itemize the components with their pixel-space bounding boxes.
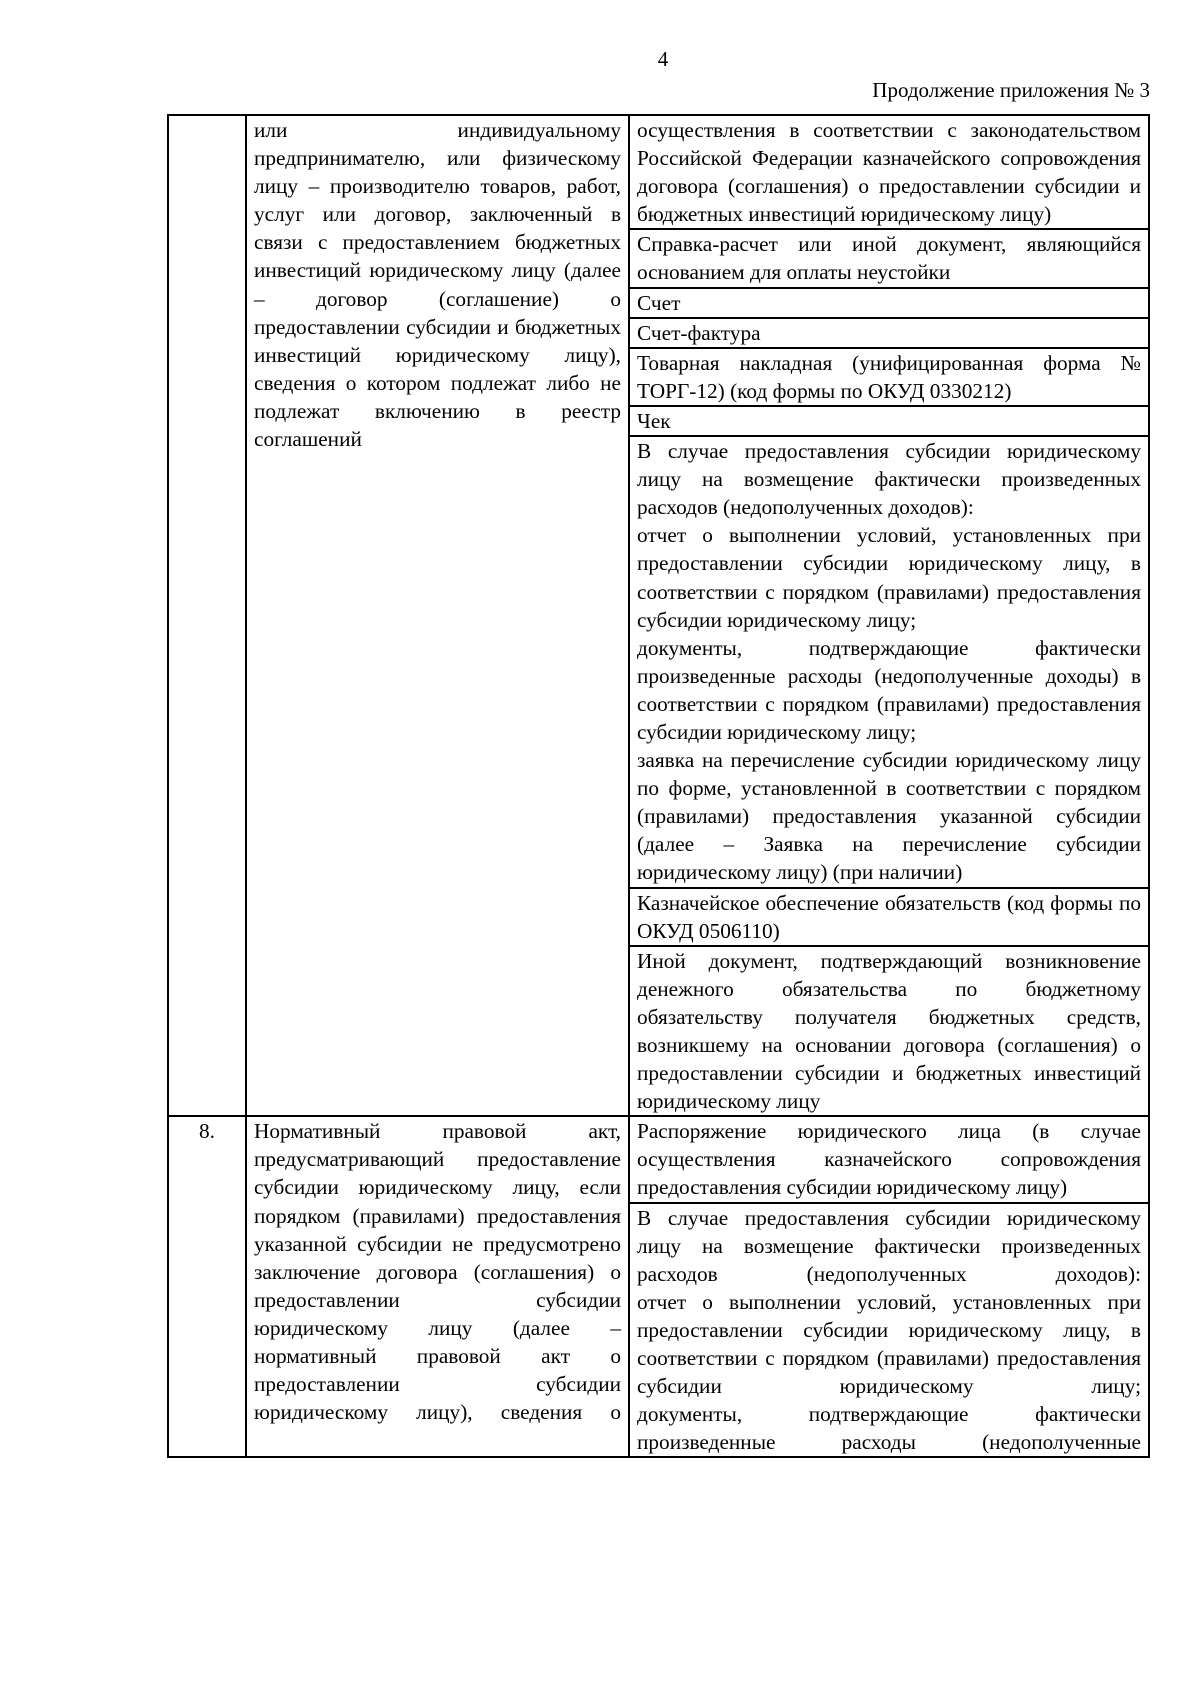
document-paragraph: В случае предоставления субсидии юридическому лицу на возмещение фактически произведенных расходов (недополученных доходов):	[637, 439, 1141, 520]
document-list	[629, 1116, 1149, 1457]
document-description: Нормативный правовой акт, предусматривающий предоставление субсидии юридическому лицу, если порядком (правилами) предоставления указанной субсидии не предусмотрено заключение договора (соглашения) о предоставлении субсидии юридическому лицу (далее – нормативный правовой акт о предоставлении субсидии юридическому лицу), сведения о	[246, 1116, 629, 1457]
row-number	[168, 115, 246, 1116]
document-item: Счет	[630, 287, 1148, 317]
document-item: Счет-фактура	[630, 317, 1148, 347]
document-item: Чек	[630, 405, 1148, 435]
document-paragraph: В случае предоставления субсидии юридическому лицу на возмещение фактически произведенных расходов (недополученных доходов):	[637, 1205, 1141, 1286]
document-item: осуществления в соответствии с законодательством Российской Федерации казначейского сопровождения договора (соглашения) о предоставлении субсидии и бюджетных инвестиций юридическому лицу)	[637, 118, 1141, 227]
document-paragraph: документы, подтверждающие фактически произведенные расходы (недополученные доходы) в соответствии с порядком (правилами) предоставления субсидии юридическому лицу;	[637, 635, 1141, 744]
document-paragraph: документы, подтверждающие фактически произведенные расходы (недополученные	[637, 1402, 1141, 1455]
document-list	[629, 115, 1149, 1116]
appendix-continuation: Продолжение приложения № 3	[872, 78, 1150, 102]
document-item: Справка-расчет или иной документ, являющийся основанием для оплаты неустойки	[630, 228, 1148, 286]
document-item: Распоряжение юридического лица (в случае осуществления казначейского сопровождения предоставления субсидии юридическому лицу)	[637, 1119, 1141, 1200]
document-item	[630, 1202, 1148, 1457]
document-paragraph: отчет о выполнении условий, установленных при предоставлении субсидии юридическому лицу, в соответствии с порядком (правилами) предоставления субсидии юридическому лицу;	[637, 523, 1141, 632]
document-item: Иной документ, подтверждающий возникновение денежного обязательства по бюджетному обязательству получателя бюджетных средств, возникшему на основании договора (соглашения) о предоставлении субсидии и бюджетных инвестиций юридическому лицу	[630, 945, 1148, 1116]
document-item: Товарная накладная (унифицированная форма № ТОРГ-12) (код формы по ОКУД 0330212)	[630, 347, 1148, 405]
table-row	[168, 115, 1149, 1116]
document-description: или индивидуальному предпринимателю, или физическому лицу – производителю товаров, работ, услуг или договор, заключенный в связи с предоставлением бюджетных инвестиций юридическому лицу (далее – договор (соглашение) о предоставлении субсидии и бюджетных инвестиций юридическому лицу), сведения о котором подлежат либо не подлежат включению в реестр соглашений	[246, 115, 629, 1116]
table-row	[168, 1116, 1149, 1457]
page-number: 4	[657, 47, 669, 71]
document-item	[630, 435, 1148, 887]
row-number: 8.	[168, 1116, 246, 1457]
documents-table	[167, 114, 1150, 1458]
document-paragraph: отчет о выполнении условий, установленных при предоставлении субсидии юридическому лицу, в соответствии с порядком (правилами) предоставления субсидии юридическому лицу;	[637, 1289, 1141, 1399]
document-item: Казначейское обеспечение обязательств (код формы по ОКУД 0506110)	[630, 887, 1148, 945]
document-paragraph: заявка на перечисление субсидии юридическому лицу по форме, установленной в соответствии с порядком (правилами) предоставления указанной субсидии (далее – Заявка на перечисление субсидии юридическому лицу) (при наличии)	[637, 748, 1141, 885]
